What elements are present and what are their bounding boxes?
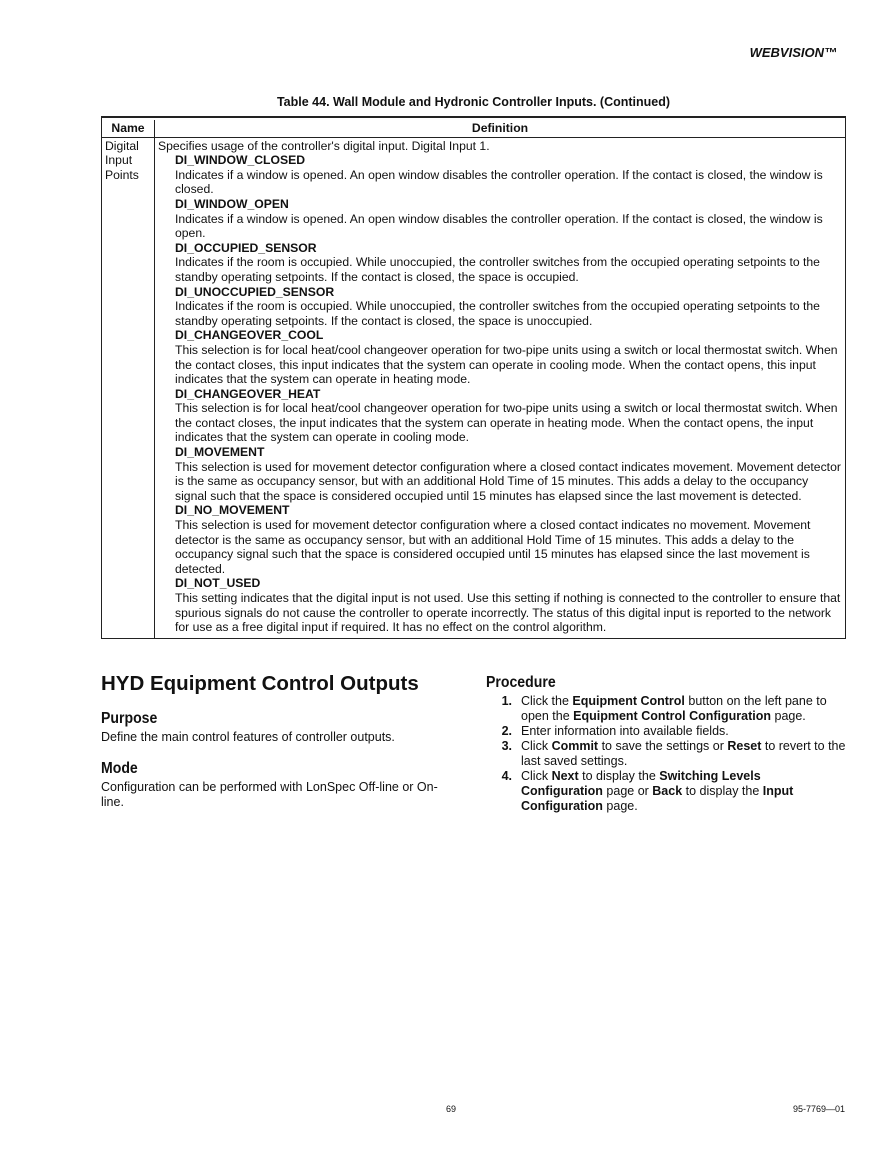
entry-text: Indicates if the room is occupied. While unoccupied, the controller switches from the occupied operating setpoints to the standby operating setpoints. If the contact is closed, the space is unoccupied.	[175, 299, 820, 328]
purpose-heading: Purpose	[101, 710, 158, 727]
step-run: button on the left pane to open the	[521, 694, 827, 723]
step-emphasis: Switching Levels Configuration	[521, 769, 761, 798]
definition-entry	[175, 576, 842, 634]
step-emphasis: Next	[551, 769, 579, 783]
entry-title: DI_NO_MOVEMENT	[175, 503, 290, 518]
step-number: 3.	[501, 739, 512, 753]
definition-entry	[175, 241, 842, 285]
mode-heading: Mode	[101, 760, 138, 777]
step-number: 4.	[501, 769, 512, 783]
step-run: to save the settings or	[598, 739, 728, 753]
step-run: to display the	[682, 784, 763, 798]
step-emphasis: Commit	[551, 739, 599, 753]
step-run: to revert to the last saved settings.	[521, 739, 846, 768]
entry-title: DI_NOT_USED	[175, 576, 261, 591]
entry-text: Indicates if the room is occupied. While unoccupied, the controller switches from the occupied operating setpoints to the standby operating setpoints. If the contact is closed, the space is occupied.	[175, 255, 820, 284]
entry-title: DI_UNOCCUPIED_SENSOR	[175, 284, 335, 299]
procedure-heading: Procedure	[486, 674, 556, 691]
name-line: Input	[105, 153, 133, 168]
definition-entry	[175, 197, 842, 241]
definition-entry	[175, 153, 842, 197]
definition-cell	[155, 137, 846, 638]
step-run: page.	[602, 799, 638, 813]
procedure-step	[486, 769, 846, 814]
step-number: 1.	[501, 694, 512, 708]
step-run: Click	[521, 739, 552, 753]
procedure-steps	[486, 694, 846, 814]
entry-text: This setting indicates that the digital input is not used. Use this setting if nothing is connected to the controller to ensure that spurious signals do not cause the controller to operate incorrectly. The status of this digital input is reported to the network for use as a free digital input if required. It has no effect on the control algorithm.	[175, 591, 841, 635]
left-column	[101, 672, 441, 825]
entry-title: DI_CHANGEOVER_COOL	[175, 328, 324, 343]
step-emphasis: Equipment Control Configuration	[573, 709, 772, 723]
step-run: page or	[602, 784, 653, 798]
definition-entry	[175, 445, 842, 503]
step-text	[512, 769, 846, 814]
entry-title: DI_CHANGEOVER_HEAT	[175, 386, 321, 401]
definition-entry	[175, 328, 842, 386]
table-header-row	[102, 120, 845, 137]
step-emphasis: Equipment Control	[572, 694, 685, 708]
step-emphasis: Back	[652, 784, 683, 798]
procedure-step	[486, 694, 846, 724]
section-title: HYD Equipment Control Outputs	[101, 672, 419, 695]
name-cell	[102, 137, 155, 638]
entry-text: Indicates if a window is opened. An open window disables the controller operation. If the contact is closed, the window is open.	[175, 211, 823, 241]
definition-intro: Specifies usage of the controller's digital input. Digital Input 1.	[158, 138, 490, 153]
definition-entry	[175, 387, 842, 445]
name-line: Digital	[105, 138, 139, 153]
document-code: 95-7769—01	[792, 1104, 845, 1114]
entry-title: DI_OCCUPIED_SENSOR	[175, 240, 317, 255]
brand-header: WEBVISION™	[749, 45, 837, 60]
entry-title: DI_WINDOW_CLOSED	[175, 153, 306, 168]
step-text	[512, 724, 846, 739]
step-text	[512, 739, 846, 769]
step-run: page.	[771, 709, 806, 723]
definition-entry	[175, 503, 842, 576]
entry-text: Indicates if a window is opened. An open window disables the controller operation. If the contact is closed, the window is closed.	[175, 167, 823, 197]
step-run: Click the	[521, 694, 573, 708]
mode-text: Configuration can be performed with LonSpec Off-line or On-line.	[101, 780, 438, 809]
inputs-table	[101, 116, 846, 639]
column-header-name: Name	[102, 120, 155, 137]
step-number: 2.	[501, 724, 512, 738]
step-emphasis: Input Configuration	[521, 784, 794, 813]
definition-entry	[175, 285, 842, 329]
step-text	[512, 694, 846, 724]
step-emphasis: Reset	[727, 739, 762, 753]
step-run: Click	[521, 769, 552, 783]
table-caption: Table 44. Wall Module and Hydronic Controller Inputs. (Continued)	[276, 95, 671, 109]
entry-text: This selection is for local heat/cool changeover operation for two-pipe units using a switch or local thermostat switch. When the contact closes, the input indicates that the system can operate in heating mode. When the contact opens, the input indicates that the system can operate in cooling mode.	[175, 401, 838, 445]
right-column	[486, 674, 846, 814]
entry-text: This selection is used for movement detector configuration where a closed contact indicates no movement. Movement detector is the same as occupancy sensor, but with an additional Hold Time of 15 minutes. This adds a delay to the occupancy signal such that the space is considered occupied until 15 minutes has elapsed since the last movement is detected.	[175, 518, 811, 576]
entry-text: This selection is used for movement detector configuration where a closed contact indicates movement. Movement detector is the same as occupancy sensor, but with an additional Hold Time of 15 minutes. This adds a delay to the occupancy signal such that the space is considered occupied until 15 minutes has elapsed since the last movement is detected.	[175, 459, 841, 503]
column-header-definition: Definition	[155, 120, 846, 137]
page-number: 69	[446, 1104, 457, 1114]
procedure-step	[486, 739, 846, 769]
entry-title: DI_MOVEMENT	[175, 445, 265, 460]
step-run: Enter information into available fields.	[521, 724, 729, 738]
inputs-table-grid	[102, 120, 845, 638]
entry-text: This selection is for local heat/cool changeover operation for two-pipe units using a switch or local thermostat switch. When the contact closes, this input indicates that the system can operate in cooling mode. When the contact opens, this input indicates that the system can operate in heating mode.	[175, 342, 838, 387]
step-run: to display the	[578, 769, 660, 783]
procedure-step	[486, 724, 846, 739]
table-row	[102, 137, 845, 638]
name-line: Points	[105, 167, 139, 182]
entry-title: DI_WINDOW_OPEN	[175, 196, 289, 211]
purpose-text: Define the main control features of controller outputs.	[101, 730, 395, 744]
